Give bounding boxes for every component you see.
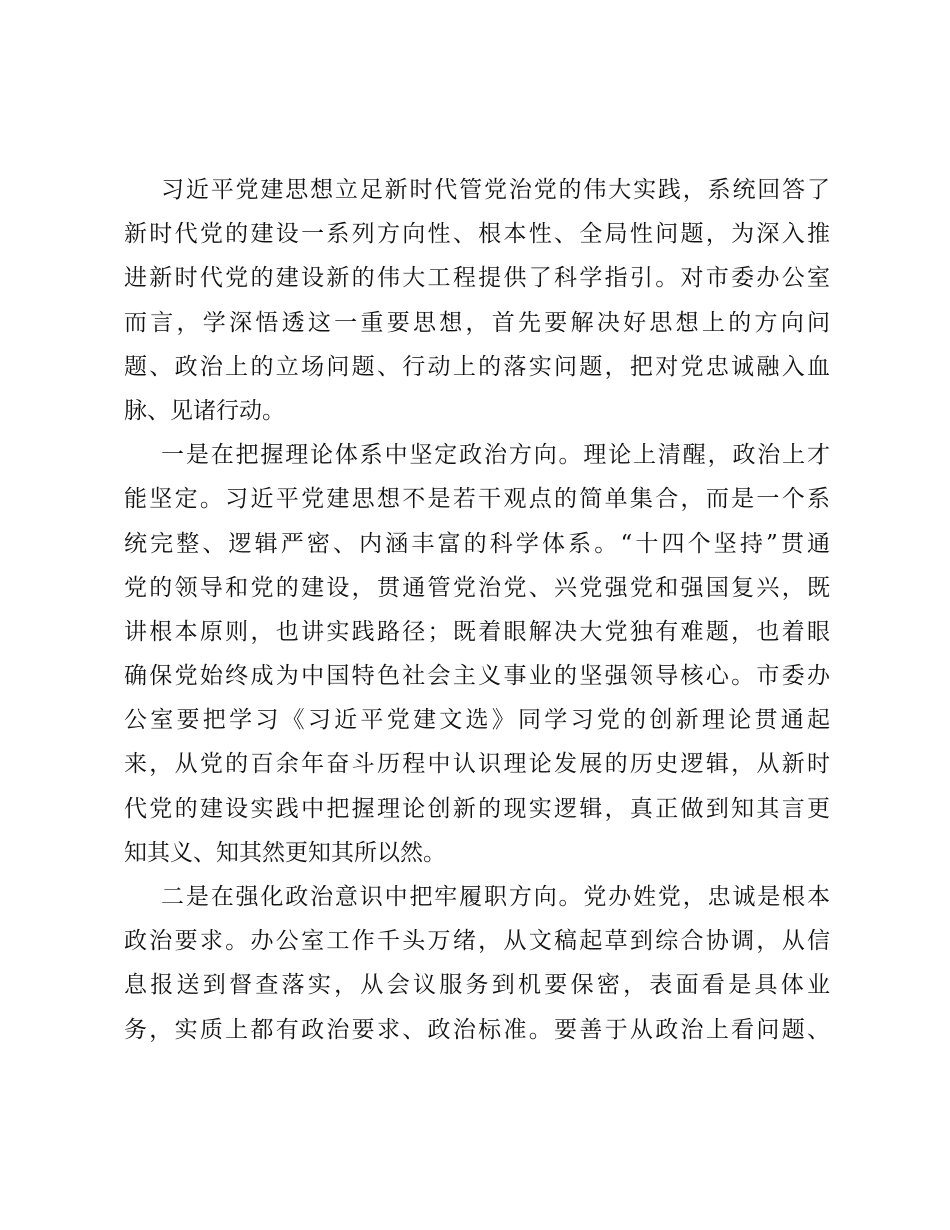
paragraph-line: 而言，学深悟透这一重要思想，首先要解决好思想上的方向问 (124, 309, 830, 336)
paragraph-line: 息报送到督查落实，从会议服务到机要保密，表面看是具体业 (124, 972, 830, 999)
paragraph-line: 代党的建设实践中把握理论创新的现实逻辑，真正做到知其言更 (124, 795, 830, 822)
paragraph-line: 能坚定。习近平党建思想不是若干观点的简单集合，而是一个系 (124, 486, 830, 513)
paragraph-line: 公室要把学习《习近平党建文选》同学习党的创新理论贯通起 (124, 707, 830, 734)
paragraph-line: 题、政治上的立场问题、行动上的落实问题，把对党忠诚融入血 (124, 353, 830, 380)
paragraph-line: 一是在把握理论体系中坚定政治方向。理论上清醒，政治上才 (161, 442, 830, 469)
paragraph-point-one (124, 433, 830, 875)
paragraph-line: 确保党始终成为中国特色社会主义事业的坚强领导核心。市委办 (124, 663, 830, 690)
paragraph-line: 务，实质上都有政治要求、政治标准。要善于从政治上看问题、 (124, 1016, 830, 1043)
paragraph-intro (124, 168, 830, 433)
paragraph-line: 讲根本原则，也讲实践路径；既着眼解决大党独有难题，也着眼 (124, 618, 830, 645)
paragraph-line: 进新时代党的建设新的伟大工程提供了科学指引。对市委办公室 (124, 265, 830, 292)
paragraph-line: 新时代党的建设一系列方向性、根本性、全局性问题，为深入推 (124, 221, 830, 248)
paragraph-line: 政治要求。办公室工作千头万绪，从文稿起草到综合协调，从信 (124, 928, 830, 955)
paragraph-point-two (124, 875, 830, 1052)
paragraph-line: 脉、见诸行动。 (124, 397, 285, 424)
paragraph-line: 二是在强化政治意识中把牢履职方向。党办姓党，忠诚是根本 (161, 884, 830, 910)
paragraph-line: 知其义、知其然更知其所以然。 (124, 839, 446, 866)
paragraph-line: 统完整、逻辑严密、内涵丰富的科学体系。“十四个坚持”贯通 (124, 530, 830, 557)
document-body (124, 168, 830, 1052)
paragraph-line: 党的领导和党的建设，贯通管党治党、兴党强党和强国复兴，既 (124, 574, 830, 601)
paragraph-line: 习近平党建思想立足新时代管党治党的伟大实践，系统回答了 (161, 177, 830, 203)
paragraph-line: 来，从党的百余年奋斗历程中认识理论发展的历史逻辑，从新时 (124, 751, 830, 778)
